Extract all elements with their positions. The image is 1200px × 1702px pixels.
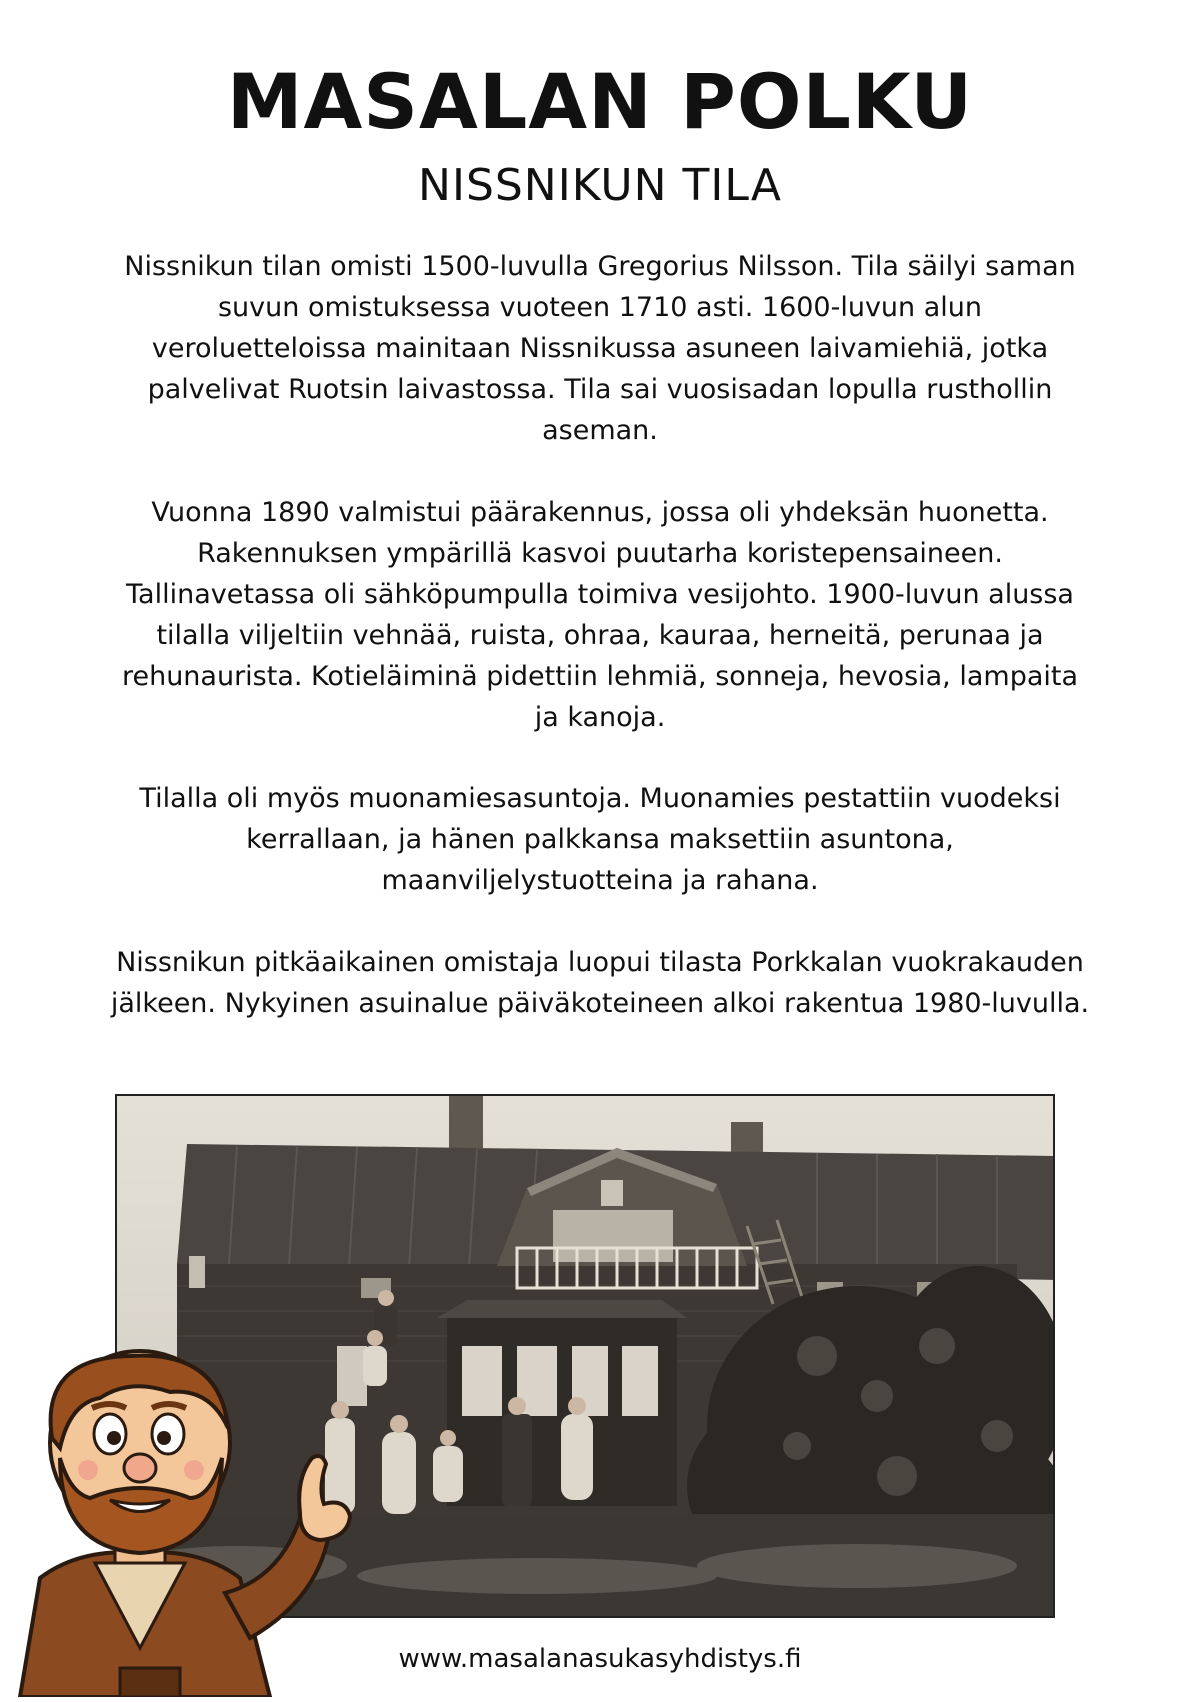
paragraph-farmhands: Tilalla oli myös muonamiesasuntoja. Muonamies pestattiin vuodeksi kerrallaan, ja hänen palkkansa maksettiin asuntona, maanviljelystuotteina ja rahana. (139, 783, 1061, 896)
page-subtitle: NISSNIKUN TILA (418, 160, 782, 211)
pointing-hand-icon (299, 1456, 350, 1540)
chimney-left (449, 1096, 483, 1148)
page-title: MASALAN POLKU (226, 57, 974, 146)
website-url[interactable]: www.masalanasukasyhdistys.fi (398, 1644, 802, 1674)
paragraph-modern-era: Nissnikun pitkäaikainen omistaja luopui tilasta Porkkalan vuokrakauden jälkeen. Nykyinen asuinalue päiväkoteineen alkoi rakentua 1980-luvulla. (110, 947, 1090, 1019)
paragraph-history: Nissnikun tilan omisti 1500-luvulla Gregorius Nilsson. Tila säilyi saman suvun omistuksessa vuoteen 1710 asti. 1600-luvun alun veroluetteloissa mainitaan Nissnikussa asuneen laivamiehiä, jotka palvelivat Ruotsin laivastossa. Tila sai vuosisadan lopulla rusthollin aseman. (124, 251, 1076, 446)
paragraph-main-building: Vuonna 1890 valmistui päärakennus, jossa oli yhdeksän huonetta. Rakennuksen ympärillä kasvoi puutarha koristepensaineen. Tallinavetassa oli sähköpumpulla toimiva vesijohto. 1900-luvun alussa tilalla viljeltiin vehnää, ruista, ohraa, kauraa, herneitä, perunaa ja rehunaurista. Kotieläiminä pidettiin lehmiä, sonneja, hevosia, lampaita ja kanoja. (121, 497, 1079, 733)
